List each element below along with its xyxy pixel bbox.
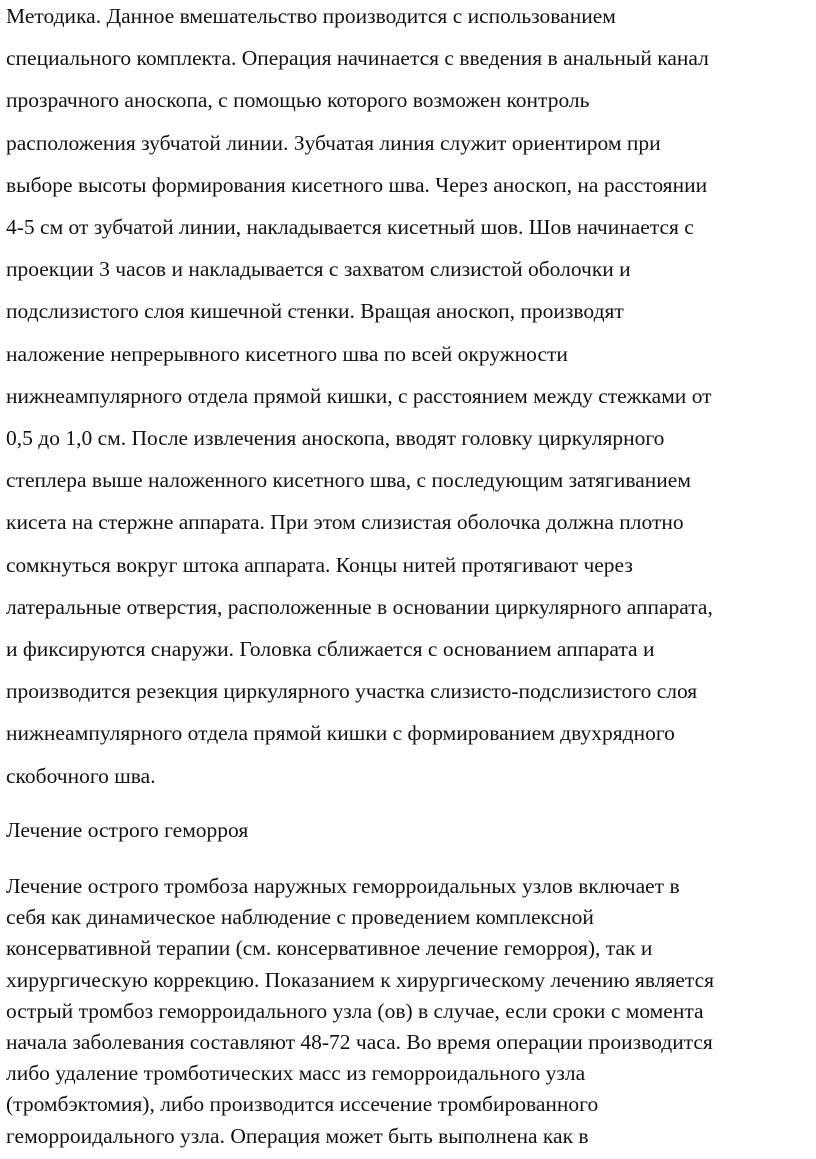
text-line: латеральные отверстия, расположенные в основании циркулярного аппарата, bbox=[6, 594, 713, 619]
text-line: либо удаление тромботических масс из геморроидального узла bbox=[6, 1061, 586, 1086]
text-line: геморроидального узла. Операция может быть выполнена как в bbox=[6, 1123, 589, 1148]
text-line: консервативной терапии (см. консервативное лечение геморроя), так и bbox=[6, 936, 653, 961]
text-line: сомкнуться вокруг штока аппарата. Концы нитей протягивают через bbox=[6, 552, 633, 577]
text-line: Методика. Данное вмешательство производится с использованием bbox=[6, 4, 616, 28]
text-line: нижнеампулярного отдела прямой кишки с формированием двухрядного bbox=[6, 721, 675, 746]
text-line: наложение непрерывного кисетного шва по всей окружности bbox=[6, 341, 568, 366]
text-line: (тромбэктомия), либо производится иссечение тромбированного bbox=[6, 1092, 599, 1117]
text-line: степлера выше наложенного кисетного шва, с последующим затягиванием bbox=[6, 468, 691, 493]
text-line: начала заболевания составляют 48-72 часа. Во время операции производится bbox=[6, 1030, 713, 1054]
text-line: 0,5 до 1,0 см. После извлечения аноскопа, вводят головку циркулярного bbox=[6, 426, 665, 450]
text-line: 4-5 см от зубчатой линии, накладывается кисетный шов. Шов начинается с bbox=[6, 215, 694, 239]
text-line: и фиксируются снаружи. Головка сближается с основанием аппарата и bbox=[6, 637, 655, 661]
text-line: проекции 3 часов и накладывается с захватом слизистой оболочки и bbox=[6, 257, 631, 282]
text-line: острый тромбоз геморроидального узла (ов) в случае, если сроки с момента bbox=[6, 998, 704, 1023]
text-line: производится резекция циркулярного участка слизисто-подслизистого слоя bbox=[6, 679, 698, 704]
text-line: хирургическую коррекцию. Показанием к хирургическому лечению является bbox=[6, 967, 715, 992]
text-line: прозрачного аноскопа, с помощью которого возможен контроль bbox=[6, 88, 590, 113]
text-line: себя как динамическое наблюдение с проведением комплексной bbox=[6, 905, 594, 930]
text-line: кисета на стержне аппарата. При этом слизистая оболочка должна плотно bbox=[6, 510, 684, 535]
text-line: выборе высоты формирования кисетного шва. Через аноскоп, на расстоянии bbox=[6, 172, 708, 197]
text-line: скобочного шва. bbox=[6, 763, 156, 788]
text-line: подслизистого слоя кишечной стенки. Вращая аноскоп, производят bbox=[6, 299, 624, 324]
section-heading: Лечение острого геморроя bbox=[6, 818, 249, 842]
text-line: Лечение острого тромбоза наружных геморроидальных узлов включает в bbox=[6, 874, 680, 898]
text-line: специального комплекта. Операция начинается с введения в анальный канал bbox=[6, 46, 709, 71]
text-line: расположения зубчатой линии. Зубчатая линия служит ориентиром при bbox=[6, 130, 661, 155]
text-line: нижнеампулярного отдела прямой кишки, с расстоянием между стежками от bbox=[6, 383, 712, 408]
